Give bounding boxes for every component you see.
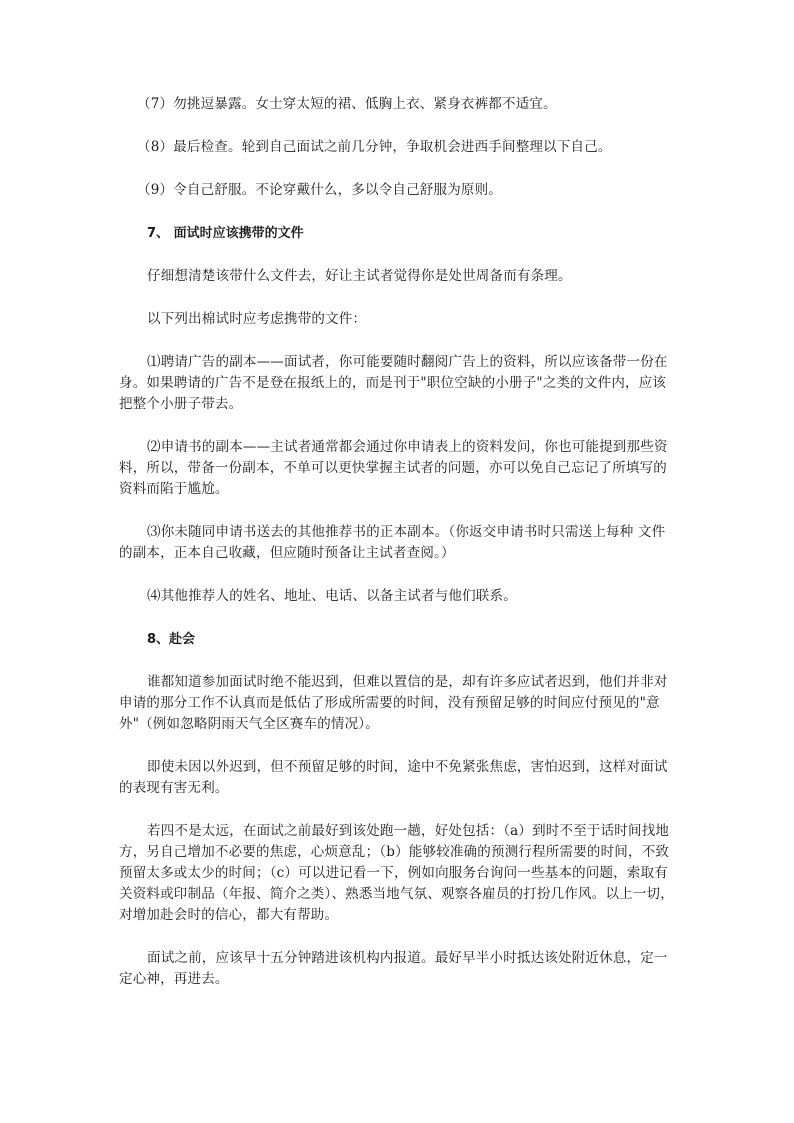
paragraph-list-item: ⑷其他推荐人的姓名、地址、电话、以备主试者与他们联系。 [147,588,517,604]
paragraph-item-7: （7）勿挑逗暴露。女士穿太短的裙、低胸上衣、紧身衣裤都不适宜。 [137,96,557,112]
paragraph: 面试之前，应该早十五分钟踏进该机构内报道。最好早半小时抵达该处附近休息，定一定心神，再进去。 [119,950,668,987]
paragraph: 若四不是太远，在面试之前最好到该处跑一趟，好处包括：（a）到时不至于话时间找地方，另自己增加不必要的焦虑，心烦意乱；（b）能够较准确的预测行程所需要的时间，不致预留太多或太少的时间；（c）可以进记看一下，例如向服务台询问一些基本的问题，索取有关资料或印制品（年报、简介之类）、熟悉当地气氛、观察各雇员的打扮几作风。以上一切，对增加赴会时的信心，都大有帮助。 [119,823,674,923]
paragraph: 即使未因以外迟到，但不预留足够的时间，途中不免紧张焦虑，害怕迟到，这样对面试的表现有害无利。 [119,759,668,796]
paragraph-list-item: ⑴聘请广告的副本——面试者，你可能要随时翻阅广告上的资料，所以应该备带一份在身。如果聘请的广告不是登在报纸上的，而是刊于"职位空缺的小册子"之类的文件内，应该把整个小册子带去。 [119,354,668,412]
paragraph-list-item: ⑵申请书的副本——主试者通常都会通过你申请表上的资料发问，你也可能提到那些资料，所以，带备一份副本，不单可以更快掌握主试者的问题，亦可以免自己忘记了所填写的资料而陷于尴尬。 [119,439,668,497]
paragraph: 以下列出棉试时应考虑携带的文件： [147,311,367,327]
paragraph-item-8: （8）最后检查。轮到自己面试之前几分钟，争取机会进西手间整理以下自己。 [137,139,612,155]
section-heading-8: 8、赴会 [147,632,196,647]
document-body [119,94,679,1012]
paragraph: 谁都知道参加面试时绝不能迟到，但难以置信的是，却有许多应试者迟到，他们并非对申请的那分工作不认真而是低估了形成所需要的时间，没有预留足够的时间应付预见的"意外"（例如忽略阴雨天气全区赛车的情况）。 [119,674,668,732]
paragraph-list-item: ⑶你未随同申请书送去的其他推荐书的正本副本。（你返交申请书时只需送上每种 文件的副本，正本自己收藏，但应随时预备让主试者查阅。） [119,524,666,561]
paragraph: 仔细想清楚该带什么文件去，好让主试者觉得你是处世周备而有条理。 [147,268,572,284]
section-heading-7: 7、 面试时应该携带的文件 [147,226,304,241]
paragraph-item-9: （9）令自己舒服。不论穿戴什么，多以令自己舒服为原则。 [137,182,502,198]
